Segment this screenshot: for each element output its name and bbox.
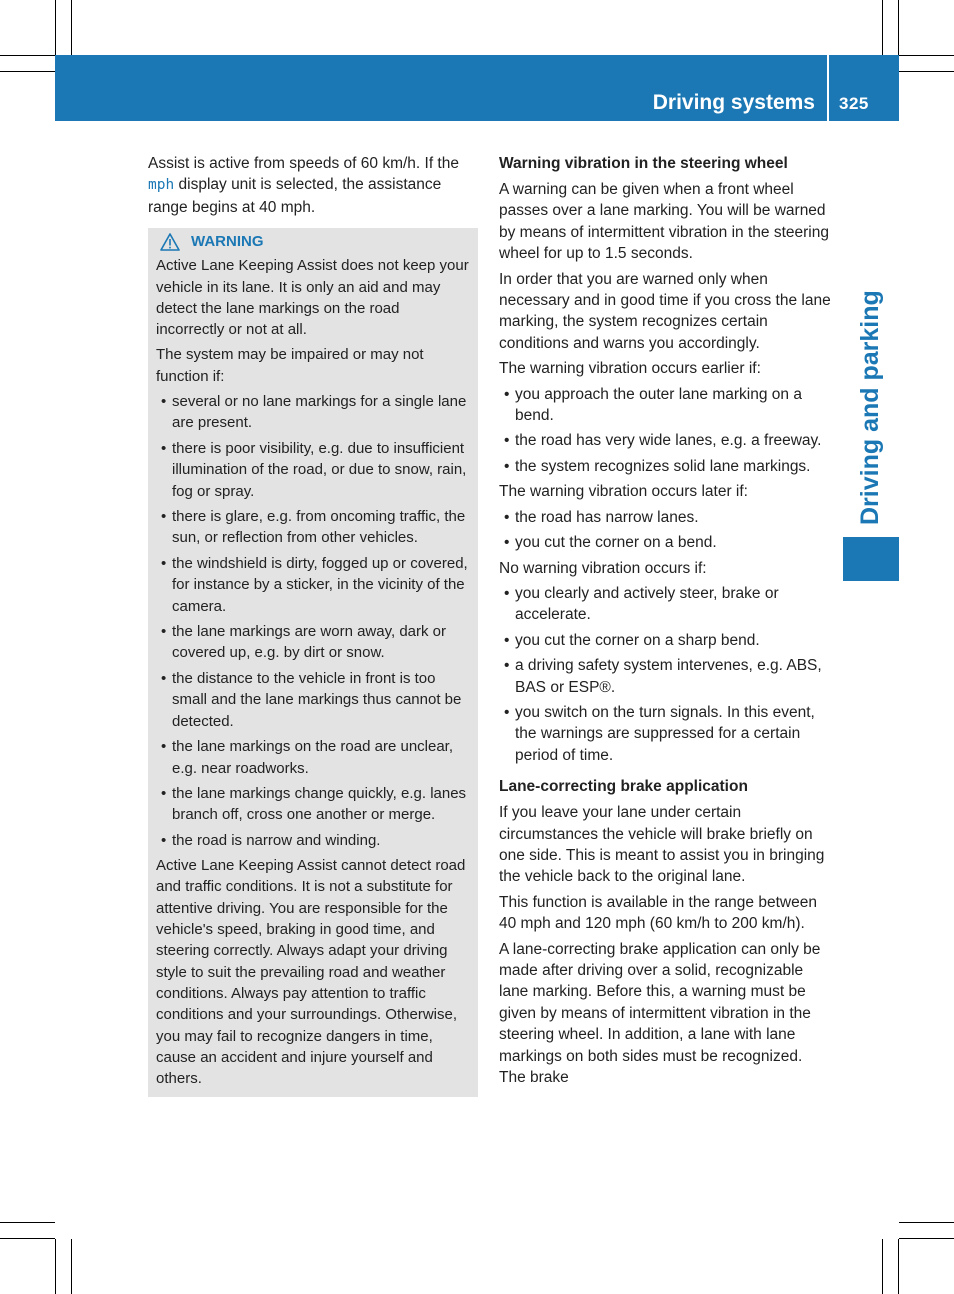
crop-mark [71, 1239, 72, 1294]
list-item: • you cut the corner on a bend. [499, 532, 831, 553]
unit-mph: mph [148, 177, 175, 194]
body-paragraph: No warning vibration occurs if: [499, 559, 707, 577]
body-paragraph: A lane-correcting brake application can only be made after driving over a solid, recognizable lane marking. Before this, a warning must be given by means of intermittent vibration in the steering wheel. In addition, a lane with lane markings on both sides must be recognized. The brake [499, 940, 821, 1087]
list-item: • you cut the corner on a sharp bend. [499, 630, 831, 651]
earlier-conditions-list [499, 384, 831, 478]
crop-mark [55, 1239, 56, 1294]
body-paragraph: This function is available in the range between 40 mph and 120 mph (60 km/h to 200 km/h). [499, 893, 817, 933]
warning-heading [160, 231, 470, 253]
crop-mark [0, 55, 55, 56]
list-item: • several or no lane markings for a single lane are present. [156, 391, 470, 434]
crop-mark [899, 71, 954, 72]
crop-mark [0, 1222, 55, 1223]
intro-text: Assist is active from speeds of 60 km/h. If the [148, 155, 459, 172]
list-item: • there is poor visibility, e.g. due to insufficient illumination of the road, or due to snow, rain, fog or spray. [156, 438, 470, 502]
warning-paragraph: Active Lane Keeping Assist cannot detect road and traffic conditions. It is not a substitute for attentive driving. You are responsible for the vehicle's speed, braking in good time, and steering correctly. Always adapt your driving style to suit the prevailing road and weather conditions. Always pay attention to traffic conditions and your surroundings. Otherwise, you may fail to recognize dangers in time, cause an accident and injure yourself and others. [156, 857, 466, 1088]
list-item: • the road has narrow lanes. [499, 507, 831, 528]
body-paragraph: If you leave your lane under certain circumstances the vehicle will brake briefly on one side. This is meant to assist you in bringing the vehicle back to the original lane. [499, 804, 825, 886]
body-paragraph: In order that you are warned only when necessary and in good time if you cross the lane marking, the system recognizes certain conditions and warns you accordingly. [499, 270, 831, 352]
crop-mark [898, 0, 899, 55]
crop-mark [898, 1239, 899, 1294]
crop-mark [0, 71, 55, 72]
list-item: • the distance to the vehicle in front is too small and the lane markings thus cannot be detected. [156, 668, 470, 732]
chapter-tab-label: Driving and parking [856, 290, 884, 525]
later-conditions-list [499, 507, 831, 554]
section-heading: Warning vibration in the steering wheel [499, 155, 788, 172]
crop-mark [899, 55, 954, 56]
warning-label: WARNING [191, 233, 264, 251]
page-header [55, 55, 899, 121]
section-heading: Lane-correcting brake application [499, 778, 748, 796]
warning-conditions-list [156, 391, 470, 851]
page-number: 325 [839, 94, 869, 113]
no-warning-conditions-list [499, 583, 831, 766]
list-item: • the lane markings on the road are unclear, e.g. near roadworks. [156, 736, 470, 779]
crop-mark [55, 0, 56, 55]
body-paragraph: The warning vibration occurs earlier if: [499, 360, 761, 378]
section-title: Driving systems [652, 91, 815, 114]
intro-text-end: display unit is selected, the assistance range begins at 40 mph. [148, 176, 442, 216]
list-item: • you switch on the turn signals. In this event, the warnings are suppressed for a certain period of time. [499, 702, 831, 766]
crop-mark [882, 0, 883, 55]
list-item: • the road is narrow and winding. [156, 830, 470, 851]
chapter-tab-marker [843, 537, 899, 581]
warning-paragraph: The system may be impaired or may not function if: [156, 346, 424, 385]
crop-mark [899, 1222, 954, 1223]
list-item: • the lane markings change quickly, e.g. lanes branch off, cross one another or merge. [156, 783, 470, 826]
crop-mark [71, 0, 72, 55]
body-paragraph: A warning can be given when a front wheel passes over a lane marking. You will be warned by means of intermittent vibration in the steering wheel for up to 1.5 seconds. [499, 181, 829, 263]
crop-mark [882, 1239, 883, 1294]
warning-box [148, 228, 478, 1097]
list-item: • the road has very wide lanes, e.g. a freeway. [499, 430, 831, 451]
header-divider [827, 55, 829, 121]
list-item: • there is glare, e.g. from oncoming traffic, the sun, or reflection from other vehicles. [156, 506, 470, 549]
crop-mark [899, 1238, 954, 1239]
intro-paragraph [148, 153, 478, 218]
list-item: • a driving safety system intervenes, e.g. ABS, BAS or ESP®. [499, 655, 831, 698]
left-column [148, 153, 478, 1097]
body-paragraph: The warning vibration occurs later if: [499, 483, 748, 501]
right-column [499, 153, 831, 1092]
warning-triangle-icon [160, 233, 180, 251]
list-item: • the system recognizes solid lane markings. [499, 456, 831, 477]
list-item: • you clearly and actively steer, brake or accelerate. [499, 583, 831, 626]
crop-mark [0, 1238, 55, 1239]
list-item: • the windshield is dirty, fogged up or covered, for instance by a sticker, in the vicinity of the camera. [156, 553, 470, 617]
list-item: • the lane markings are worn away, dark or covered up, e.g. by dirt or snow. [156, 621, 470, 664]
warning-paragraph: Active Lane Keeping Assist does not keep your vehicle in its lane. It is only an aid and may detect the lane markings on the road incorrectly or not at all. [156, 257, 469, 339]
list-item: • you approach the outer lane marking on a bend. [499, 384, 831, 427]
